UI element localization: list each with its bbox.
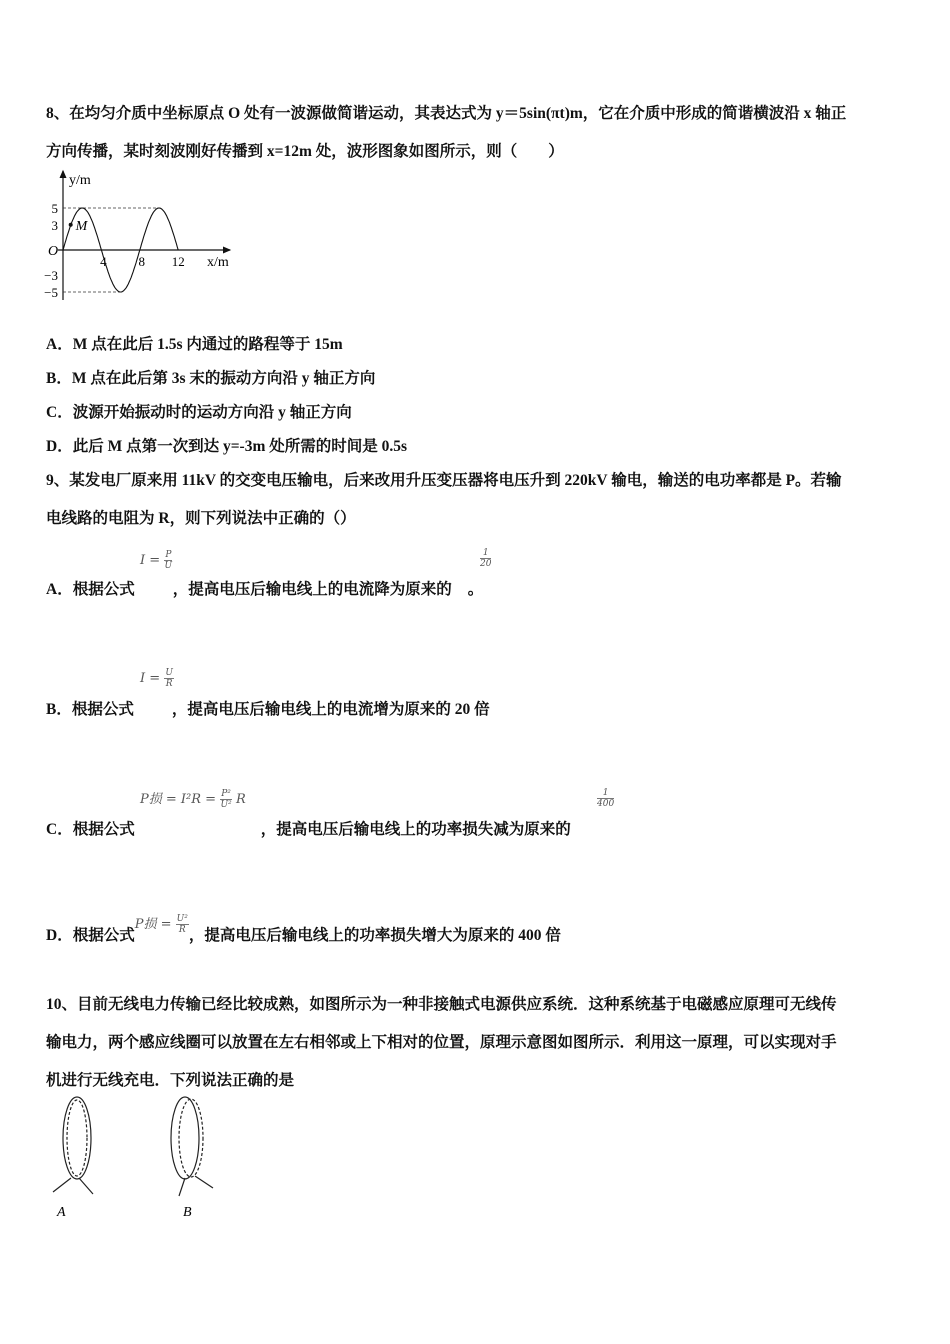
coil-b-label: B	[183, 1205, 192, 1220]
q8-option-c: C．波源开始振动时的运动方向沿 y 轴正方向	[46, 404, 352, 421]
q10-stem-line1: 10、目前无线电力传输已经比较成熟，如图所示为一种非接触式电源供应系统．这种系统基于电磁感应原理可无线传	[46, 996, 837, 1013]
q10-stem-line3: 机进行无线充电．下列说法正确的是	[46, 1072, 295, 1089]
point-m	[69, 223, 73, 227]
wave-graph	[40, 165, 240, 305]
y-tick-label: −5	[44, 285, 58, 300]
q10-stem-line2: 输电力，两个感应线圈可以放置在左右相邻或上下相对的位置，原理示意图如图所示．利用这一原理，可以实现对手	[46, 1034, 837, 1051]
x-tick-label: 12	[171, 254, 185, 269]
formula-a: I = $\frac{P}{U}$	[140, 550, 173, 571]
q9-option-d: D．根据公式$^{P损 = \frac{\text{U²}}{R}}$ ，提高电压后输电线上的功率损失增大为原来的 400 倍	[46, 914, 561, 944]
q9-option-c: C．根据公式 ，提高电压后输电线上的功率损失减为原来的	[46, 821, 571, 838]
q9-option-b: B．根据公式 ，提高电压后输电线上的电流增为原来的 20 倍	[46, 701, 490, 718]
x-tick-label: 8	[138, 254, 146, 269]
q8-option-a: A．M 点在此后 1.5s 内通过的路程等于 15m	[46, 336, 343, 353]
q8-stem-line1: 8、在均匀介质中坐标原点 O 处有一波源做简谐运动，其表达式为 y＝5sin(πt)m，它在介质中形成的简谐横波沿 x 轴正	[46, 105, 847, 122]
q8-option-b: B．M 点在此后第 3s 末的振动方向沿 y 轴正方向	[46, 370, 376, 387]
q9-stem-line1: 9、某发电厂原来用 11kV 的交变电压输电，后来改用升压变压器将电压升到 220kV 输电，输送的电功率都是 P。若输	[46, 472, 842, 489]
origin-label: O	[48, 244, 59, 259]
x-axis-label: x/m	[207, 255, 229, 270]
coil-b	[171, 1097, 213, 1196]
formula-b: I = $\frac{U}{R}$	[140, 668, 173, 689]
coil-a-label: A	[57, 1205, 66, 1220]
y-axis-label: y/m	[69, 173, 91, 188]
coil-diagram	[45, 1092, 235, 1222]
formula-c: P损 = I²R = $\frac{\text{P²}}{\text{U²}}$ R	[140, 789, 246, 810]
fraction-1-20: $\frac{1}{20}$	[480, 548, 492, 569]
q8-option-d: D．此后 M 点第一次到达 y=-3m 处所需的时间是 0.5s	[46, 438, 408, 455]
q9-stem-line2: 电线路的电阻为 R，则下列说法中正确的（）	[46, 510, 356, 527]
point-m-label: M	[75, 218, 88, 234]
q8-stem-line2: 方向传播，某时刻波刚好传播到 x=12m 处，波形图象如图所示，则（ ）	[46, 143, 564, 160]
y-tick-label: 5	[51, 201, 58, 216]
y-tick-label: −3	[44, 268, 58, 284]
x-tick-label: 4	[100, 254, 107, 269]
coil-a	[53, 1097, 93, 1194]
formula-d: P损 = U² R	[134, 914, 188, 935]
q9-option-a: A．根据公式 ，提高电压后输电线上的电流降为原来的 。	[46, 581, 484, 598]
fraction-1-400: $\frac{1}{400}$	[597, 788, 615, 809]
y-tick-label: 3	[51, 217, 58, 233]
